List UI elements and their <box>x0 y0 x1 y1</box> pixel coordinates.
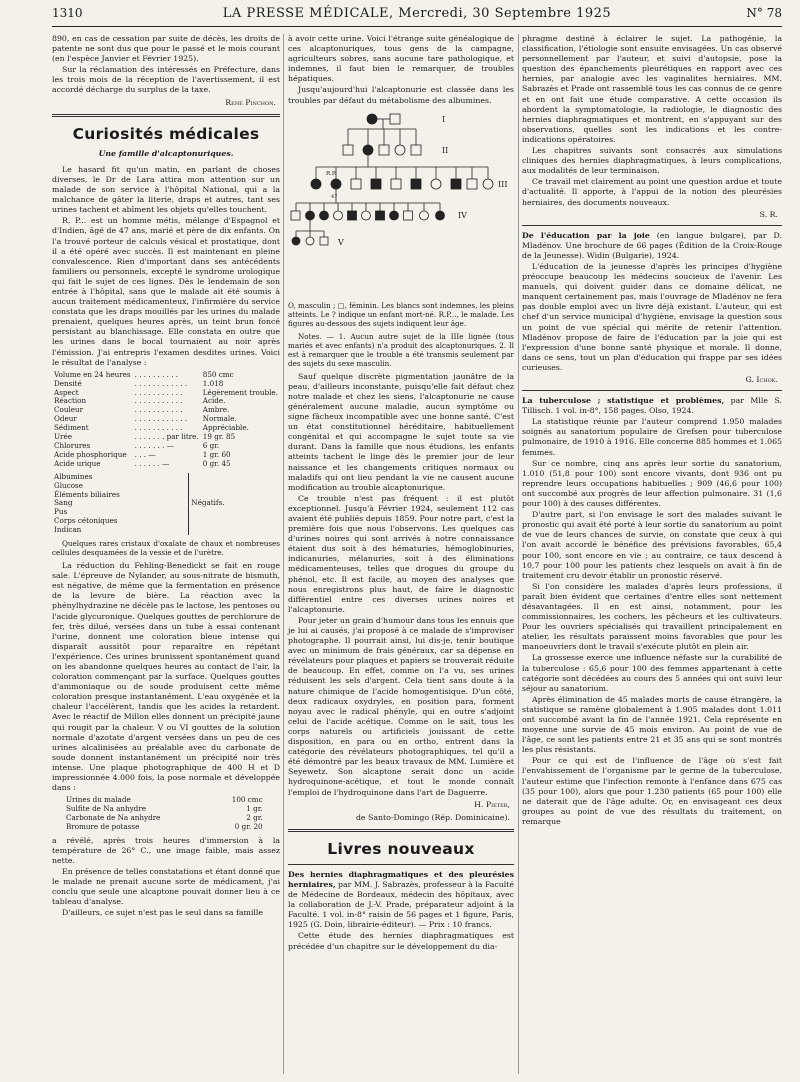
analysis-row <box>52 460 280 469</box>
pedigree-male-affected <box>320 211 329 220</box>
book-details: par MM. J. Sabrazès, professeur à la Faculté de Médecine de Bordeaux, médecin des hôpitaux, avec la collaboration de J.-V. Prade, préparateur adjoint à la Faculté. 1 vol. in-8° raisin de 56 pages et 1 figure, Paris, 1925 (G. Doin, librairie-éditeur). — Prix : 10 francs. <box>288 879 514 930</box>
generation-label: IV <box>458 210 467 220</box>
pedigree-female-unaffected <box>390 114 400 124</box>
page-header <box>52 6 782 24</box>
analysis-dots: . . . . . . . . . . <box>134 369 179 379</box>
analysis-value: 1.018 <box>202 378 224 388</box>
section-title: Curiosités médicales <box>72 124 260 143</box>
analysis-label: Acide phosphorique <box>54 449 127 459</box>
pedigree-female-unaffected <box>343 145 353 155</box>
pedigree-male-affected <box>436 211 445 220</box>
analysis-dots: . . . . . . . par litre. <box>134 432 199 442</box>
reviewer-signature: G. Ichok. <box>745 375 778 384</box>
header-rule <box>52 26 782 27</box>
analysis-dots: . . . . . . . . . . . <box>134 396 183 406</box>
developer-value: 1 gr. <box>246 804 263 814</box>
negatives-label: Négatifs. <box>191 498 225 508</box>
analysis-value: Ambre. <box>202 405 230 415</box>
negative-item: Corps cétoniques <box>54 516 118 526</box>
reviewer-signature: S. R. <box>759 209 778 219</box>
section-divider <box>52 114 280 117</box>
column-2 <box>288 34 514 953</box>
pedigree-female-unaffected <box>411 145 421 155</box>
book-title: De l'éducation par la joie <box>522 230 650 240</box>
analysis-label: Urée <box>54 432 73 442</box>
pedigree-male-unaffected <box>306 237 314 245</box>
analysis-value: 0 gr. 45 <box>202 458 231 468</box>
author-signature: H. Pieter, <box>474 799 510 809</box>
generation-label: III <box>498 179 508 189</box>
negative-item: Albumines <box>54 471 93 481</box>
pedigree-female-affected <box>451 179 461 189</box>
analysis-label: Volume en 24 heures <box>54 369 131 379</box>
analysis-dots: . . . . . . . — <box>134 440 174 450</box>
book-review-header <box>288 870 514 931</box>
paragraph: Sauf quelque discrète pigmentation jaunâtre de la peau, d'ailleurs inconstante, puisqu'elle fait défaut chez notre malade et chez les siens, l'alcaptonurie ne cause généralement aucune maladie, aucun symptôme ou signe fâcheux incompatible avec une bonne santé. C'est un état constitutionnel héréditaire, habituellement congénital et qui accompagne le sujet toute sa vie durant. Dans la famille que nous étudions, les enfants atteints tachent le linge dès le premier jour de leur naissance et les changements critiques normaux ou maladifs qui ont lieu pendant la vie ne causent aucune modification au trouble alcaptonurique. <box>288 371 514 492</box>
paragraph: Si l'on considère les malades d'après leurs professions, il paraît bien évident que certaines d'entre elles sont nettement désavantagées. Il en est ainsi, notamment, pour les commissionnaires, les cochers, les pêcheurs et les cultivateurs. Pour les ouvriers spécialisés qui travaillent principalement en atelier, les résultats paraissent moins favorables que pour les manoeuvriers dont le travail s'exécute plutôt en plein air. <box>522 581 782 652</box>
pedigree-male-affected <box>363 145 373 155</box>
developer-value: 0 gr. 20 <box>234 821 263 831</box>
article-title: Une famille d'alcaptonuriques. <box>98 148 234 158</box>
author-signature: René Pinchon. <box>225 97 276 107</box>
paragraph: L'éducation de la jeunesse d'après les principes d'hygiène préoccupe beaucoup les médecins soucieux de l'avenir. Les manuels, qui doivent guider dans ce domaine délicat, ne manquent certainement pas, mais l'ouvrage de Mladénov ne fera pas double emploi avec un livre déjà existant. L'auteur, qui est chef d'un service municipal d'hygiène, envisage la question sous un point de vue spécial qui mérite de retenir l'attention. Mladénov propose de faire de l'éducation par la joie qui est l'expression d'une bonne santé physique et morale. Il donne, dans ce sens, tout un plan d'éducation qui frappe par ses idées curieuses. <box>522 261 782 372</box>
analysis-label: Aspect <box>54 387 79 397</box>
pedigree-female-affected <box>371 179 381 189</box>
negative-item: Indican <box>54 525 82 535</box>
paragraph: phragme destiné à éclairer le sujet. La pathogénie, la classification, l'étiologie sont ensuite envisagées. Un cas observé personnellement par l'auteur, et suivi d'autopsie, pose la question des épanchements pleurétiques en rapport avec ces hernies, par analogie avec les vaginalites herniaires. MM. Sabrazès et Prade ont rassemblé tous les cas connus de ce genre et en ont fait une étude comparative. A cette occasion ils abordent la symptomatologie, la radiologie, le diagnostic des hernies diaphragmatiques et montrent, en s'appuyant sur des observations, quelles sont les indications et les contre-indications opératoires. <box>522 34 782 144</box>
developer-label: Bromure de potasse <box>66 821 140 831</box>
paragraph: La grossesse exerce une influence néfaste sur la curabilité de la tuberculose : 65,6 pour 100 des femmes appartenant à cette catégorie sont décédées au cours des 5 années qui ont suivi leur séjour au sanatorium. <box>522 653 782 693</box>
paragraph: Sur la réclamation des intéressés en Préfecture, dans les trois mois de la réception de l'avertissement, il est accordé décharge du surplus de la taxe. <box>52 65 280 95</box>
pedigree-female-unaffected <box>404 211 413 220</box>
section-divider <box>288 829 514 832</box>
negative-item: Glucose <box>54 480 83 490</box>
pedigree-female-affected <box>376 211 385 220</box>
analysis-value: Acide. <box>202 396 226 406</box>
negative-item: Pus <box>54 507 68 517</box>
paragraph: La statistique réunie par l'auteur comprend 1.950 malades soignés au sanatorium populaire de Grefsen pour tuberculose pulmonaire, de 1910 à 1916. Elle concerne 885 hommes et 1.065 femmes. <box>522 417 782 457</box>
analysis-value: 6 gr. <box>202 440 220 450</box>
author-location: de Santo-Domingo (Rép. Dominicaine). <box>355 812 510 822</box>
paragraph: Sur ce nombre, cinq ans après leur sortie du sanatorium, 1.010 (51,8 pour 100) sont encore vivants, dont 936 ont pu reprendre leurs occupations habituelles ; 909 (46,6 pour 100) ont succombé aux progrès de leur affection pulmonaire. 31 (1,6 pour 100) à des causes différentes. <box>522 458 782 509</box>
paragraph: Cette étude des hernies diaphragmatiques est précédée d'un chapitre sur le développement du dia- <box>288 931 514 951</box>
pedigree-female-unaffected <box>467 179 477 189</box>
analysis-label: Sédiment <box>54 423 89 433</box>
issue-number: N° 78 <box>746 6 782 20</box>
column-divider <box>518 34 519 1074</box>
pedigree-male-affected <box>311 179 321 189</box>
paragraph: a révélé, après trois heures d'immersion à la température de 26° C., une image faible, mais assez nette. <box>52 835 280 865</box>
paragraph: En présence de telles constatations et étant donné que le malade ne prenait aucune sorte de médicament, j'ai conclu que seule une alcaptone pouvait donner lieu à ce tableau d'analyse. <box>52 867 280 907</box>
pedigree-female-affected <box>348 211 357 220</box>
paragraph: Ce travail met clairement au point une question ardue et toute d'actualité. Il apporte, à l'appui de la notion des pleurésies herniaires, des documents nouveaux. <box>522 177 782 207</box>
analysis-label: Odeur <box>54 414 77 424</box>
paragraph: à avoir cette urine. Voici l'étrange suite généalogique de ces alcaptonuriques, tous gens de la campagne, agriculteurs sobres, sans aucune tare pathologique, et indemnes, il faut bien le remarquer, de troubles hépatiques. <box>288 34 514 84</box>
book-review-header <box>522 231 782 261</box>
analysis-label: Couleur <box>54 405 84 415</box>
book-title: La tuberculose ; statistique et problèmes, <box>522 396 725 406</box>
column-1 <box>52 34 280 920</box>
pedigree-male-affected <box>292 237 300 245</box>
pedigree-female-affected <box>411 179 421 189</box>
generation-label: I <box>442 114 446 124</box>
page-number: 1310 <box>52 6 83 20</box>
pedigree-male-unaffected <box>334 211 343 220</box>
analysis-dots: . . . — <box>134 449 156 459</box>
patient-age-label: 47 <box>331 193 338 200</box>
pedigree-female-unaffected <box>351 179 361 189</box>
pedigree-legend: O, masculin ; □, féminin. Les blancs sont indemnes, les pleins atteints. Le ? indique un enfant mort-né. R.P..., le malade. Les figures au-dessous des sujets indiquent leur âge. <box>288 300 514 328</box>
book-details: par Mlle S. Tillisch. 1 vol. in-8°, 158 pages. Olso, 1924. <box>522 396 783 416</box>
developer-label: Sulfite de Na anhydre <box>66 804 146 814</box>
paragraph: R. P... est un homme métis, mélange d'Espagnol et d'Indien, âgé de 47 ans, marié et père de dix enfants. On l'a trouvé porteur de calculs vésical et prostatique, dont il a été opéré avec succès. Il est maintenant en pleine convalescence. Rien d'important dans ses antécédents familiers ou personnels, excepté le syndrome urologique qui fait le sujet de ces lignes. Dès le lendemain de son entrée à l'hôpital, sans que le malade ait été soumis à aucun traitement médicamenteux, l'infirmière du service constata que les draps mouillés par les urines du malade prenaient, quelques heures après, un teint brun foncé persistant au blanchissage. Elle constata en outre que les urines dans le bocal tournaient au noir après l'émission. J'ai entrepris l'examen desdites urines. Voici le résultat de l'analyse : <box>52 216 280 367</box>
negative-item: Éléments biliaires <box>54 489 120 499</box>
negative-item: Sang <box>54 498 73 508</box>
pedigree-male-unaffected <box>420 211 429 220</box>
analysis-value: 850 cmc <box>202 369 234 379</box>
pedigree-male-unaffected <box>483 179 493 189</box>
analysis-value: Appréciable. <box>202 423 249 433</box>
analysis-note: Quelques rares cristaux d'oxalate de chaux et nombreuses cellules desquamées de la vessie et de l'urètre. <box>52 539 280 558</box>
pedigree-male-affected <box>306 211 315 220</box>
divider <box>522 390 782 391</box>
paragraph: Après élimination de 45 malades morts de cause étrangère, la statistique se ramène globalement à 1.905 malades dont 1.011 ont succombé avant la fin de l'année 1921. Cela représente en moyenne une survie de 45 mois environ. Au point de vue de l'âge, ce sont les patients entre 21 et 35 ans qui se sont montrés les plus résistants. <box>522 694 782 755</box>
paragraph: D'autre part, si l'on envisage le sort des malades suivant le pronostic qui avait été porté à leur sortie du sanatorium au point de vue de leurs chances de survie, on constate que ceux à qui l'on avait accordé le bénéfice des prévisions favorables, 65,4 pour 100, sont encore en vie ; au contraire, ce taux descend à 10,7 pour 100 pour les patients chez lesquels on avait à fin de traitement cru devoir établir un pronostic réservé. <box>522 510 782 580</box>
divider <box>288 864 514 865</box>
book-details: (en langue bulgare), par D. Mladénov. Une brochure de 66 pages (Édition de la Croix-Rouge de la Jeunesse). Widin (Bulgarie), 1924. <box>522 230 782 260</box>
paragraph: D'ailleurs, ce sujet n'est pas le seul dans sa famille <box>62 908 263 918</box>
column-divider <box>283 34 284 1074</box>
developer-row <box>64 823 265 832</box>
paragraph: Pour jeter un grain d'humour dans tous les ennuis que je lui ai causés, j'ai proposé à ce malade de s'improviser photographe. Il pourrait ainsi, lui dis-je, tenir boutique avec un minimum de frais généraux, car sa dépense en révélateurs pour plaques et papiers se trouverait réduite de beaucoup. En effet, comme on l'a vu, ses urines réduisent les sels d'argent. Cela tient sans doute à la nature chimique de l'acide homogentisique. D'un côté, deux radicaux oxydryles, en position para, forment noyau avec le radical phényle, qui en outre s'adjoint celui de l'acide acétique. Comme on le sait, tous les corps naturels ou artificiels jouissant de cette disposition, en para ou en ortho, entrent dans la catégorie des révélateurs photographiques, tel qu'il a été démontré par les beaux travaux de MM. Lumière et Seyewetz. Son alcaptone serait donc un acide hydroquinone-acétique, et tout le monde connaît l'emploi de l'hydroquinone dans l'art de Daguerre. <box>288 615 514 797</box>
section-title: Livres nouveaux <box>327 839 475 858</box>
paragraph: Jusqu'aujourd'hui l'alcaptonurie est classée dans les troubles par défaut du métabolisme des albumines. <box>288 85 514 105</box>
analysis-label: Densité <box>54 378 82 388</box>
column-3 <box>522 34 782 828</box>
paragraph: Pour ce qui est de l'influence de l'âge où s'est fait l'envahissement de l'organisme par le germe de la tuberculose, l'auteur estime que l'infection remonte à l'enfance dans 675 cas (35 pour 100), alors que pour 1.230 patients (65 pour 100) elle ne daterait que de l'âge adulte. Or, en envisageant ces deux groupes au point de vue des résultats du traitement, on remarque <box>522 756 782 826</box>
pedigree-notes: Notes. — 1. Aucun autre sujet de la IIIe lignée (tous mariés et avec enfants) n'a produit des alcaptonuriques. 2. Il est à remarquer que le trouble a été transmis seulement par des sujets du sexe masculin. <box>288 331 514 368</box>
analysis-value: Normale. <box>202 414 237 424</box>
pedigree-female-unaffected <box>379 145 389 155</box>
pedigree-male-unaffected <box>362 211 371 220</box>
divider <box>522 225 782 226</box>
analysis-dots: . . . . . . . . . . . <box>134 387 183 397</box>
masthead: LA PRESSE MÉDICALE, Mercredi, 30 Septembre 1925 <box>222 6 612 21</box>
analysis-label: Acide urique <box>54 458 101 468</box>
analysis-dots: . . . . . . . . . . . . <box>134 414 188 424</box>
urine-analysis-table <box>52 371 280 469</box>
analysis-dots: . . . . . . . . . . . . <box>134 378 188 388</box>
generation-label: II <box>442 145 449 155</box>
analysis-dots: . . . . . . . . . . . <box>134 405 183 415</box>
developer-label: Urines du malade <box>66 795 131 805</box>
developer-label: Carbonate de Na anhydre <box>66 813 161 822</box>
paragraph: Ce trouble n'est pas fréquent : il est plutôt exceptionnel. Jusqu'à Février 1924, seulement 112 cas avaient été publiés depuis 1859. Pour notre part, c'est la première fois que nous l'observons. Les quelques cas d'urines noires qui sont arrivés à notre connaissance étaient dus soit à des hématuries, hémoglobinuries, indicanuries, mélanuries, soit à des éliminations médicamenteuses, telles que drogues du groupe du phénol, etc. Il est facile, au moyen des analyses que nous enregistrons plus haut, de faire le diagnostic différentiel entre ces diverses urines noires et l'alcaptonurie. <box>288 493 514 614</box>
pedigree-male-unaffected <box>431 179 441 189</box>
paragraph: Les chapitres suivants sont consacrés aux simulations cliniques des hernies diaphragmatiques, à leurs complications, aux modalités de leur terminaison. <box>522 146 782 176</box>
analysis-value: Légèrement trouble. <box>202 387 278 397</box>
negatives-table <box>52 473 280 535</box>
paragraph: 890, en cas de cessation par suite de décès, les droits de patente ne sont dus que pour le passé et le mois courant (en l'espèce Janvier et Février 1925). <box>52 34 280 64</box>
generation-label: V <box>338 237 344 247</box>
analysis-value: 19 gr. 85 <box>202 432 236 442</box>
pedigree-male-affected <box>390 211 399 220</box>
developer-value: 2 gr. <box>246 813 263 822</box>
pedigree-female-unaffected <box>291 211 300 220</box>
pedigree-female-unaffected <box>391 179 401 189</box>
analysis-label: Réaction <box>54 396 87 406</box>
patient-label: R.P. <box>326 170 337 177</box>
book-title: Des hernies diaphragmatiques et des pleurésies herniaires, <box>288 869 514 889</box>
pedigree-chart <box>288 107 514 299</box>
pedigree-male-affected <box>367 114 377 124</box>
analysis-label: Chlorures <box>54 440 91 450</box>
paragraph: Le hasard fit qu'un matin, en parlant de choses diverses, le Dr de Lara attira mon attention sur un malade de son service à l'hôpital National, qui a la malchance de gâter la literie, draps et autres, tant ses urines tachent et abîment les objets qu'elles touchent. <box>52 164 280 215</box>
pedigree-male-affected <box>331 179 341 189</box>
pedigree-female-unaffected <box>320 237 328 245</box>
book-review-header <box>522 396 782 416</box>
analysis-dots: . . . . . . . . . . . <box>134 423 183 433</box>
analysis-dots: . . . . . . — <box>134 458 170 468</box>
pedigree-male-unaffected <box>395 145 405 155</box>
analysis-value: 1 gr. 60 <box>202 449 231 459</box>
paragraph: La réduction du Fehling-Benedickt se fait en rouge sale. L'épreuve de Nylander, au sous-nitrate de bismuth, est négative, de même que la fermentation en présence de la levure de bière. La réaction avec la phénylhydrazine ne décèle pas le lactose, les pentoses ou l'acide glycuronique. Quelques gouttes de perchlorure de fer, très dilué, versées dans un tube à essai contenant l'urine, donnent une coloration bleue intense qui disparaît aussitôt pour reparaître en répétant l'expérience. Ces urines brunissent spontanément quand on les abandonne quelques heures au contact de l'air, la coloration commençant par la surface. Quelques gouttes d'ammoniaque ou de soude produisent cette même coloration presque instantanément. L'eau oxygénée et la chaleur l'accélèrent, tandis que les acides la retardent. Avec le réactif de Millon elles donnent un précipité jaune qui rougit par la chaleur. V ou VI gouttes de la solution normale d'azotate d'argent versées dans un peu de ces urines alcalinisées au préalable avec du carbonate de soude donnent instantanément un précipité noir très intense. Une plaque photographique de 400 H et D impressionnée 4.000 fois, la pose normale et développée dans : <box>52 561 280 793</box>
developer-table <box>64 796 265 832</box>
developer-value: 100 cmc <box>231 795 263 805</box>
